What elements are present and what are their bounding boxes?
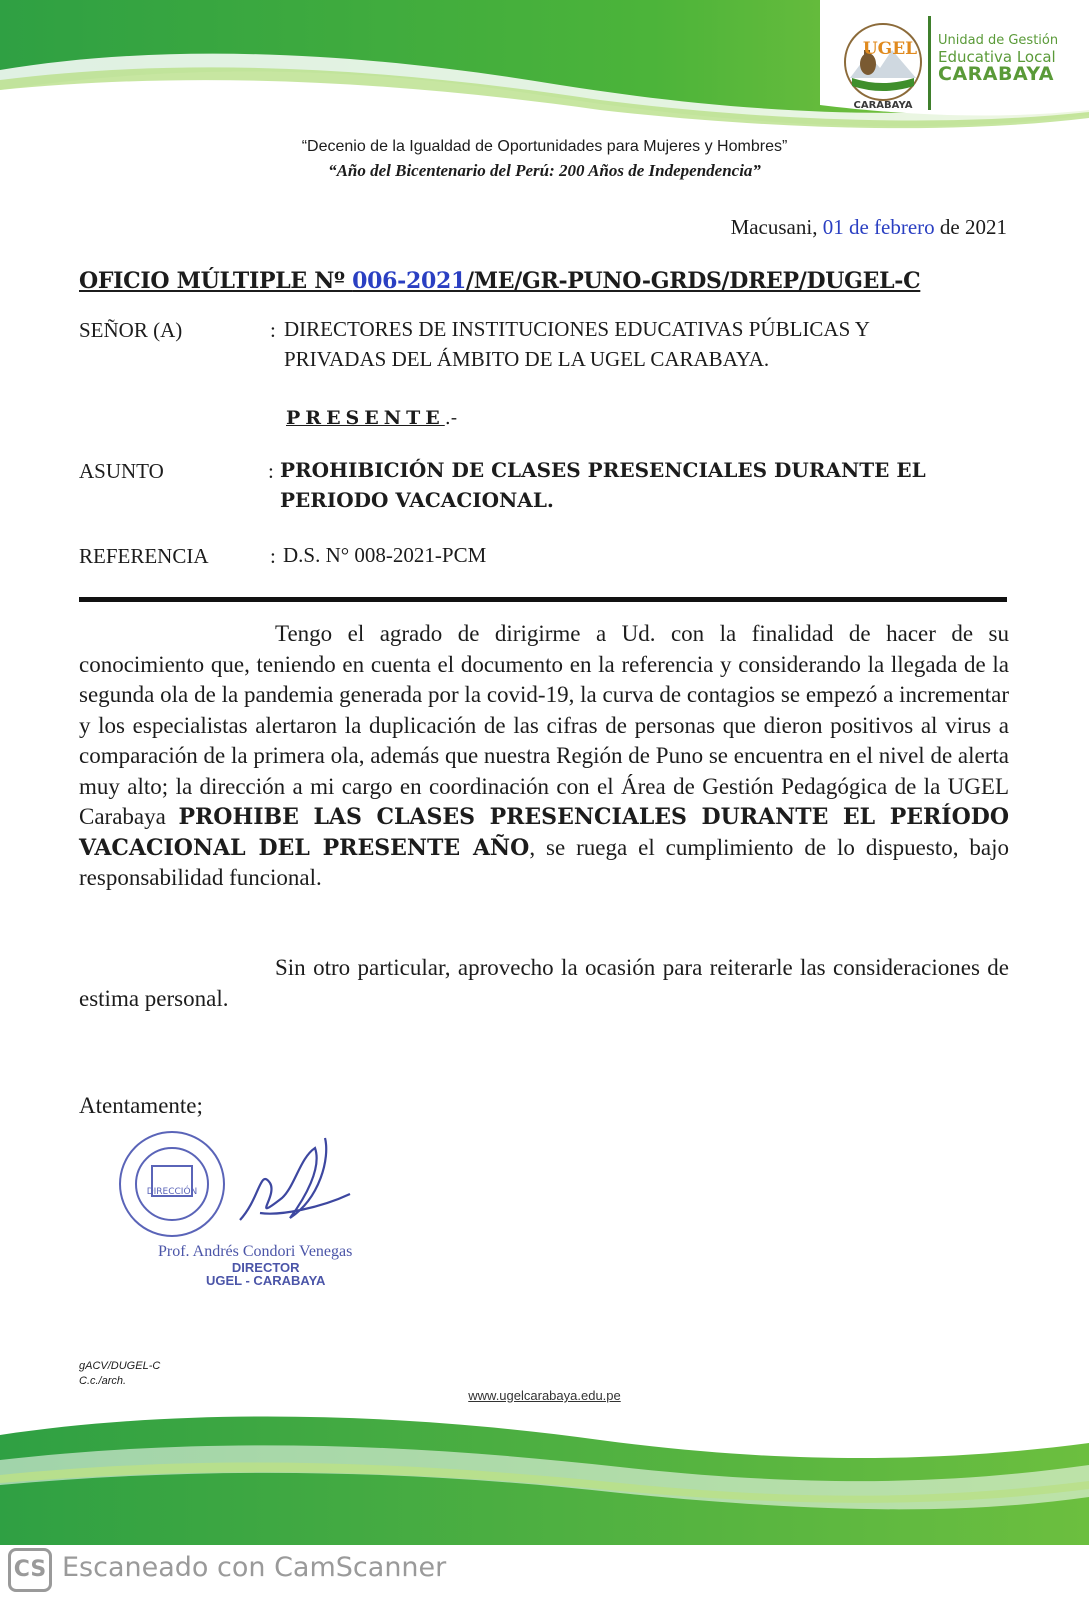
addressee-line-2: PRIVADAS DEL ÁMBITO DE LA UGEL CARABAYA. (284, 347, 770, 371)
closing-salutation: Atentamente; (79, 1093, 203, 1118)
subject-value (280, 455, 926, 515)
ref-initials-line-2: C.c./arch. (79, 1375, 127, 1387)
oficio-suffix: /ME/GR-PUNO-GRDS/DREP/DUGEL-C (465, 268, 921, 294)
logo-caption: CARABAYA (853, 100, 913, 111)
unit-line-3: CARABAYA (938, 63, 1054, 85)
date-day-month: 01 de febrero (822, 215, 935, 239)
body-p1-bold: PROHIBE LAS CLASES PRESENCIALES DURANTE EL PERÍODO VACACIONAL DEL PRESENTE AÑO (79, 804, 1009, 861)
presente-suffix: .- (444, 407, 458, 429)
camscanner-watermark-text: Escaneado con CamScanner (62, 1552, 447, 1583)
date-year: de 2021 (934, 215, 1007, 239)
logo-ugel-text: UGEL (862, 39, 918, 59)
camscanner-logo-icon: CS (8, 1548, 52, 1592)
reference-value: D.S. N° 008-2021-PCM (283, 543, 487, 567)
reference-label: REFERENCIA (79, 544, 209, 568)
oficio-number: 006-2021 (352, 268, 466, 294)
date-place: Macusani, (730, 215, 823, 239)
oficio-title (79, 268, 920, 294)
body-p1-end: , se ruega el cumplimiento de lo dispuesto, bajo responsabilidad funcional. (79, 834, 1009, 890)
reference-colon: : (270, 544, 276, 568)
subject-line-2: PERIODO VACACIONAL. (280, 488, 554, 512)
ref-initials-line-1: gACV/DUGEL-C (79, 1360, 161, 1372)
addressee-line-1: DIRECTORES DE INSTITUCIONES EDUCATIVAS PÚBLICAS Y (284, 317, 870, 341)
addressee-colon: : (270, 318, 276, 342)
signatory-name: Prof. Andrés Condori Venegas (158, 1243, 353, 1260)
signatory-entity: UGEL - CARABAYA (206, 1273, 326, 1288)
body-paragraph-2 (79, 953, 1009, 1014)
unit-name (938, 32, 1058, 83)
signatory-role (206, 1261, 325, 1287)
body-p2-text: Sin otro particular, aprovecho la ocasión para reiterarle las consideraciones de estima personal. (79, 955, 1009, 1011)
presente-word: PRESENTE (286, 407, 445, 429)
subject-colon: : (268, 459, 274, 483)
presente-heading (286, 407, 457, 429)
unit-line-1: Unidad de Gestión (938, 33, 1059, 48)
subject-label: ASUNTO (79, 459, 164, 483)
ugel-logo-emblem (838, 20, 928, 112)
signatory-title: DIRECTOR (231, 1260, 300, 1275)
header-divider-rule (79, 597, 1007, 602)
stamp-text: DIRECCIÓN (146, 1187, 198, 1197)
document-date (731, 215, 1007, 240)
oficio-prefix: OFICIO MÚLTIPLE Nº (79, 268, 353, 294)
footer-wave-banner (0, 1405, 1089, 1545)
logo-separator (928, 16, 931, 110)
website-link[interactable]: www.ugelcarabaya.edu.pe (468, 1388, 621, 1403)
body-paragraph-1 (79, 619, 1009, 894)
slogan-anio: “Año del Bicentenario del Perú: 200 Años de Independencia” (328, 161, 761, 180)
addressee-label: SEÑOR (A) (79, 318, 183, 342)
reference-initials (79, 1359, 160, 1389)
slogan-decenio: “Decenio de la Igualdad de Oportunidades para Mujeres y Hombres” (301, 138, 788, 155)
addressee-value (284, 314, 870, 374)
subject-line-1: PROHIBICIÓN DE CLASES PRESENCIALES DURANTE EL (280, 458, 926, 482)
body-p1-text: Tengo el agrado de dirigirme a Ud. con la finalidad de hacer de su conocimiento que, teniendo en cuenta el documento en la referencia y considerando la llegada de la segunda ola de la pandemia generada por la covid-19, la curva de contagios se empezó a incrementar y los especialistas alertaron la duplicación de las cifras de personas que dieron positivos al virus a comparación de la primera ola, además que nuestra Región de Puno se encuentra en el nivel de alerta muy alto; la dirección a mi cargo en coordinación con el Área de Gestión Pedagógica de la UGEL Carabaya (79, 621, 1009, 829)
unit-line-2: Educativa Local (938, 48, 1056, 66)
